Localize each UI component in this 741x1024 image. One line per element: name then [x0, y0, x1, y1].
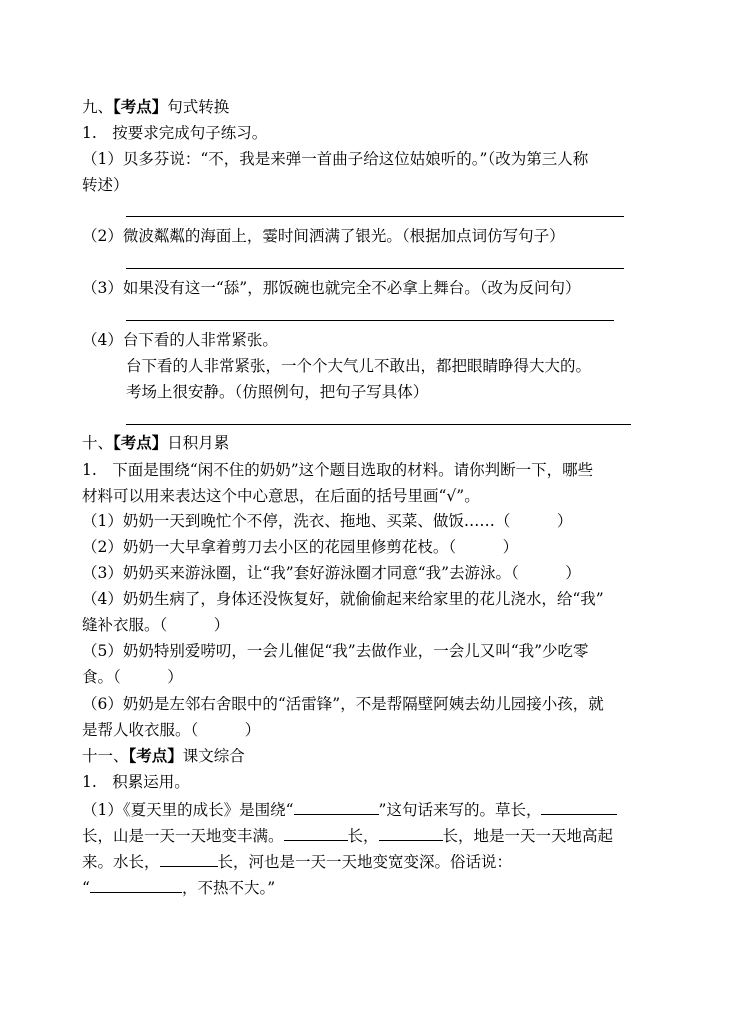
s11-fill-line-1 [82, 798, 617, 822]
s10-item-6-line-2[interactable]: 是帮人收衣服。（ ） [82, 721, 261, 739]
fill-blank-4[interactable] [379, 825, 443, 841]
section-11-title: 课文综合 [182, 747, 245, 765]
fill-blank-5[interactable] [160, 851, 218, 867]
s10-item-2[interactable]: （2）奶奶一大早拿着剪刀去小区的花园里修剪花枝。（ ） [82, 538, 519, 556]
s11-text-1b: ”这句话来写的。草长， [378, 801, 542, 819]
s10-item-6-line-1: （6）奶奶是左邻右舍眼中的“活雷锋”，不是帮隔壁阿姨去幼儿园接小孩，就 [82, 695, 604, 713]
s10-question-line-1: 1. 下面是围绕“闲不住的奶奶”这个题目选取的材料。请你判断一下，哪些 [82, 461, 594, 479]
section-10-heading [82, 431, 229, 455]
s11-text-2a: 长，山是一天一天地变丰满。 [82, 827, 284, 845]
section-9-heading [82, 95, 229, 119]
s10-item-4-line-2[interactable]: 缝补衣服。（ ） [82, 616, 230, 634]
answer-line-1[interactable] [126, 216, 624, 217]
s10-item-5-line-2[interactable]: 食。（ ） [82, 668, 183, 686]
answer-line-2[interactable] [126, 268, 624, 269]
s11-text-2c: 长，地是一天一天地高起 [442, 827, 614, 845]
s9-item-3: （3）如果没有这一“舔”，那饭碗也就完全不必拿上舞台。（改为反问句） [82, 279, 581, 297]
fill-blank-6[interactable] [90, 877, 182, 893]
s10-item-3[interactable]: （3）奶奶买来游泳圈，让“我”套好游泳圈才同意“我”去游泳。（ ） [82, 564, 581, 582]
s10-item-1[interactable]: （1）奶奶一天到晚忙个不停，洗衣、拖地、买菜、做饭……（ ） [82, 512, 573, 530]
s9-item-4-example: 台下看的人非常紧张，一个个大气儿不敢出，都把眼睛睁得大大的。 [126, 357, 592, 375]
section-11-heading [82, 744, 245, 768]
section-11-tag: 【考点】 [128, 746, 183, 765]
fill-blank-3[interactable] [284, 825, 348, 841]
s10-item-4-line-1: （4）奶奶生病了，身体还没恢复好，就偷偷起来给家里的花儿浇水，给“我” [82, 590, 604, 608]
s11-fill-line-4 [82, 876, 275, 900]
s9-item-1-line-2: 转述） [82, 176, 129, 194]
s9-item-4-task: 考场上很安静。（仿照例句，把句子写具体） [126, 383, 429, 401]
section-9-number: 九、 [82, 98, 114, 116]
section-11-number: 十一、 [82, 747, 129, 765]
s9-item-2: （2）微波粼粼的海面上，霎时间洒满了银光。（根据加点词仿写句子） [82, 227, 565, 245]
section-9-tag: 【考点】 [113, 97, 168, 116]
s11-question-1: 1. 积累运用。 [82, 773, 190, 791]
section-10-tag: 【考点】 [113, 433, 168, 452]
answer-line-4[interactable] [126, 424, 631, 425]
answer-line-3[interactable] [126, 320, 614, 321]
s11-text-4b: ，不热不大。” [181, 879, 276, 897]
s11-text-1a: （1）《夏天里的成长》是围绕“ [82, 801, 294, 819]
section-9-question-1: 1. 按要求完成句子练习。 [82, 124, 268, 142]
s10-question-line-2: 材料可以用来表达这个中心意思，在后面的括号里画“√”。 [82, 487, 480, 505]
fill-blank-2[interactable] [541, 799, 617, 815]
s9-item-1-line-1: （1）贝多芬说：“不，我是来弹一首曲子给这位姑娘听的。”（改为第三人称 [82, 150, 589, 168]
section-10-number: 十、 [82, 434, 114, 452]
s11-fill-line-3 [82, 850, 512, 874]
s11-text-3b: 长，河也是一天一天地变宽变深。俗话说： [217, 853, 513, 871]
section-9-title: 句式转换 [167, 98, 230, 116]
s11-fill-line-2 [82, 824, 613, 848]
fill-blank-1[interactable] [294, 799, 379, 815]
s11-text-2b: 长， [347, 827, 379, 845]
s11-text-3a: 来。水长， [82, 853, 160, 871]
s9-item-4: （4）台下看的人非常紧张。 [82, 331, 278, 349]
s11-text-4a: “ [82, 879, 90, 897]
s10-item-5-line-1: （5）奶奶特别爱唠叨，一会儿催促“我”去做作业，一会儿又叫“我”少吃零 [82, 642, 589, 660]
section-10-title: 日积月累 [167, 434, 230, 452]
